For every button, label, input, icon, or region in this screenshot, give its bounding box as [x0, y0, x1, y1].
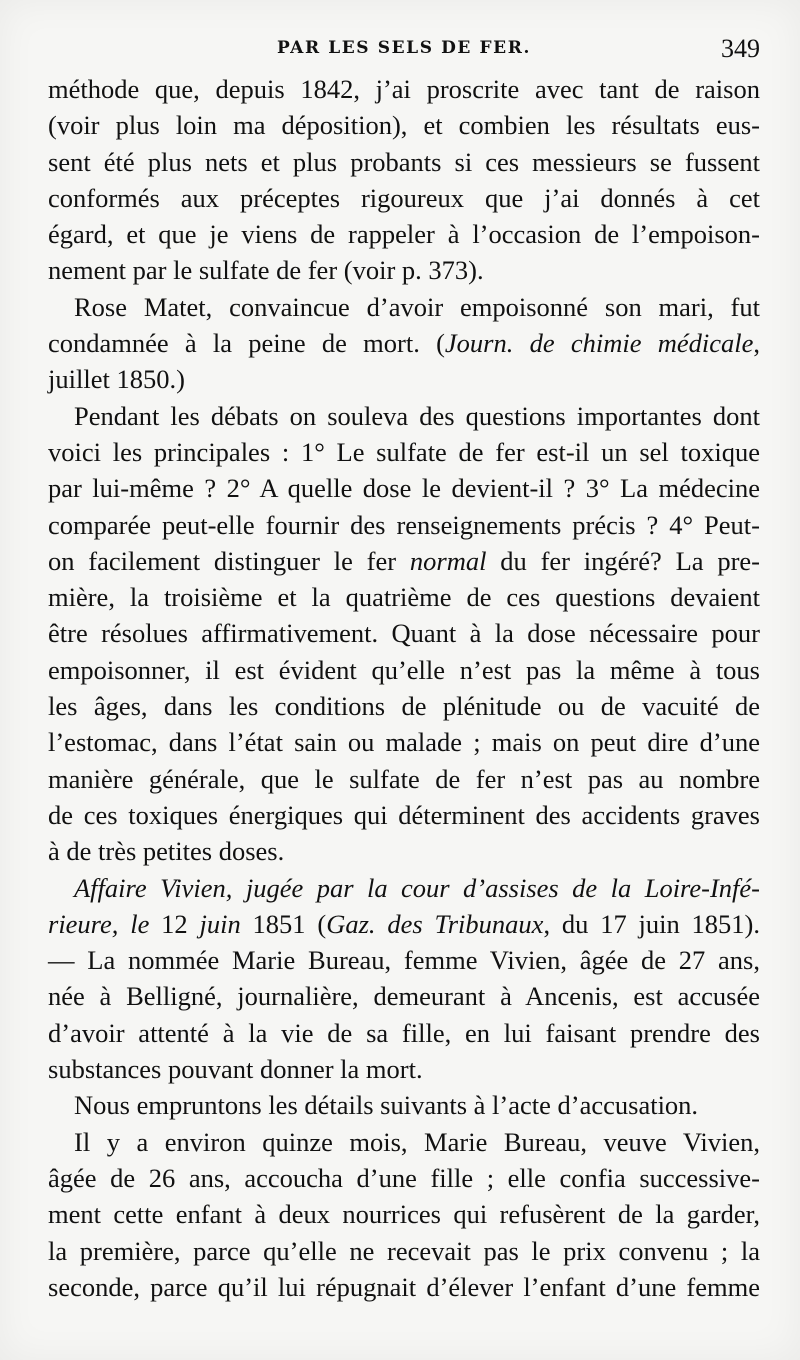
text-line — [48, 507, 760, 543]
text-segment: Pendant les débats on souleva des questions importantes dont — [74, 400, 760, 431]
text-line — [48, 216, 760, 252]
text-line — [48, 434, 760, 470]
text-segment: les âges, dans les conditions de plénitude ou de vacuité de — [48, 691, 760, 722]
text-line — [48, 797, 760, 833]
italic-text-segment: rieure, le — [48, 908, 150, 939]
text-segment: juillet 1850.) — [48, 364, 185, 395]
text-line — [48, 942, 760, 978]
text-line — [48, 652, 760, 688]
text-segment: on facilement distinguer le fer — [48, 545, 410, 576]
text-segment: à de très petites doses. — [48, 836, 285, 867]
text-line — [48, 361, 760, 397]
text-segment: manière générale, que le sulfate de fer n’est pas au nombre — [48, 763, 760, 794]
text-segment: empoisonner, il est évident qu’elle n’est pas la même à tous — [48, 654, 760, 685]
text-line — [48, 289, 760, 325]
text-line — [48, 1051, 760, 1087]
running-title: PAR LES SELS DE FER. — [277, 38, 531, 58]
text-segment: 1851 ( — [240, 908, 327, 939]
text-line — [48, 724, 760, 760]
text-segment: — La nommée Marie Bureau, femme Vivien, âgée de 27 ans, — [48, 945, 760, 976]
text-line — [48, 470, 760, 506]
text-line — [48, 833, 760, 869]
text-line — [48, 252, 760, 288]
page-header — [48, 34, 760, 66]
text-segment: âgée de 26 ans, accoucha d’une fille ; elle confia successive- — [48, 1162, 760, 1193]
text-segment: née à Belligné, journalière, demeurant à Ancenis, est accusée — [48, 981, 760, 1012]
italic-text-segment: normal — [409, 545, 487, 576]
text-segment: nement par le sulfate de fer (voir p. 373). — [48, 255, 484, 286]
text-line — [48, 71, 760, 107]
text-line — [48, 579, 760, 615]
text-segment: d’avoir attenté à la vie de sa fille, en lui faisant prendre des — [48, 1017, 760, 1048]
text-line — [48, 1269, 760, 1305]
text-segment: ment cette enfant à deux nourrices qui refusèrent de la garder, — [48, 1199, 760, 1230]
text-line — [48, 870, 760, 906]
text-segment: voici les principales : 1° Le sulfate de fer est-il un sel toxique — [48, 436, 760, 467]
text-segment: comparée peut-elle fournir des renseignements précis ? 4° Peut- — [48, 509, 760, 540]
text-segment: être résolues affirmativement. Quant à la dose nécessaire pour — [48, 618, 760, 649]
text-segment: Nous empruntons les détails suivants à l’acte d’accusation. — [74, 1090, 699, 1121]
text-segment: Il y a environ quinze mois, Marie Bureau, veuve Vivien, — [74, 1126, 760, 1157]
text-segment: , — [753, 328, 761, 359]
text-segment: du fer ingéré? La pre- — [486, 545, 760, 576]
text-line — [48, 1015, 760, 1051]
text-line — [48, 688, 760, 724]
text-segment: égard, et que je viens de rappeler à l’occasion de l’empoison- — [48, 219, 760, 250]
text-line — [48, 1233, 760, 1269]
text-line — [48, 1196, 760, 1232]
italic-text-segment: Gaz. des Tribunaux — [326, 908, 544, 939]
italic-text-segment: Affaire Vivien, jugée par la cour d’assises de la Loire-Infé- — [74, 872, 760, 903]
italic-text-segment: juin — [199, 908, 241, 939]
text-segment: la première, parce qu’elle ne recevait pas le prix convenu ; la — [48, 1235, 760, 1266]
text-segment: de ces toxiques énergiques qui déterminent des accidents graves — [48, 799, 760, 830]
text-line — [48, 144, 760, 180]
page-number: 349 — [721, 34, 760, 63]
text-segment: (voir plus loin ma déposition), et combien les résultats eus- — [48, 110, 760, 141]
text-line — [48, 1087, 760, 1123]
text-line — [48, 1160, 760, 1196]
text-segment: par lui-même ? 2° A quelle dose le devient-il ? 3° La médecine — [48, 473, 760, 504]
text-line — [48, 615, 760, 651]
text-segment: mière, la troisième et la quatrième de ces questions devaient — [48, 582, 760, 613]
text-line — [48, 180, 760, 216]
text-segment: conformés aux préceptes rigoureux que j’ai donnés à cet — [48, 182, 760, 213]
text-line — [48, 398, 760, 434]
text-segment: l’estomac, dans l’état sain ou malade ; mais on peut dire d’une — [48, 727, 760, 758]
text-segment: méthode que, depuis 1842, j’ai proscrite avec tant de raison — [48, 74, 760, 104]
text-line — [48, 761, 760, 797]
text-line — [48, 978, 760, 1014]
body-text — [48, 71, 760, 1305]
text-line — [48, 1124, 760, 1160]
text-segment: sent été plus nets et plus probants si ces messieurs se fussent — [48, 146, 760, 177]
text-segment: substances pouvant donner la mort. — [48, 1054, 423, 1085]
text-line — [48, 543, 760, 579]
italic-text-segment: Journ. de chimie médicale — [444, 328, 754, 359]
text-segment: Rose Matet, convaincue d’avoir empoisonné son mari, fut — [74, 291, 760, 322]
text-segment: seconde, parce qu’il lui répugnait d’élever l’enfant d’une femme — [48, 1271, 760, 1302]
text-line — [48, 325, 760, 361]
text-line — [48, 107, 760, 143]
text-segment: , du 17 juin 1851). — [543, 908, 760, 939]
text-segment: 12 — [149, 908, 200, 939]
text-segment: condamnée à la peine de mort. ( — [48, 328, 445, 359]
text-line — [48, 906, 760, 942]
